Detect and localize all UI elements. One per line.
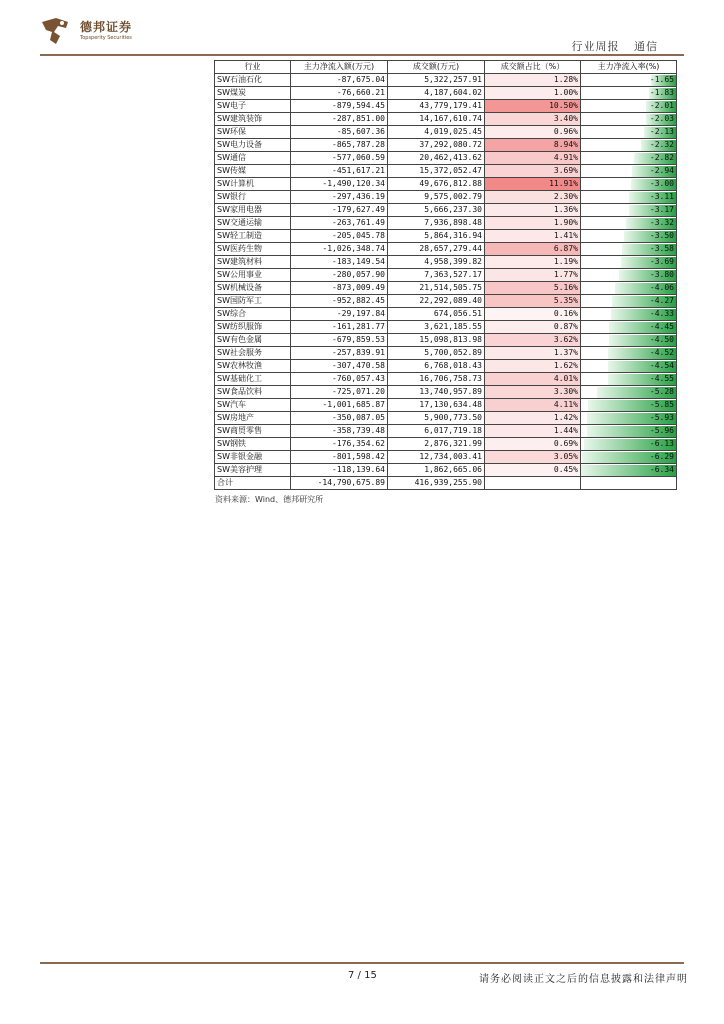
rate-value: -6.13 (649, 439, 674, 448)
net-inflow-cell: -873,009.49 (291, 282, 388, 295)
table-row (215, 243, 677, 256)
rate-cell (581, 386, 677, 399)
net-inflow-cell: -263,761.49 (291, 217, 388, 230)
share-cell: 1.41% (485, 230, 581, 243)
turnover-cell: 5,864,316.94 (388, 230, 485, 243)
industry-cell: SW轻工制造 (215, 230, 291, 243)
net-inflow-cell: -1,026,348.74 (291, 243, 388, 256)
turnover-cell: 3,621,185.55 (388, 321, 485, 334)
net-inflow-cell: -307,470.58 (291, 360, 388, 373)
industry-cell: SW计算机 (215, 178, 291, 191)
table-row (215, 334, 677, 347)
industry-cell: SW石油石化 (215, 74, 291, 87)
share-cell: 1.90% (485, 217, 581, 230)
table-row (215, 100, 677, 113)
industry-cell: SW医药生物 (215, 243, 291, 256)
share-cell: 1.00% (485, 87, 581, 100)
turnover-cell: 15,372,052.47 (388, 165, 485, 178)
total-share (485, 477, 581, 490)
rate-cell (581, 438, 677, 451)
rate-value: -2.13 (649, 127, 674, 136)
net-inflow-cell: -725,071.20 (291, 386, 388, 399)
net-inflow-cell: -161,281.77 (291, 321, 388, 334)
share-cell: 1.28% (485, 74, 581, 87)
net-inflow-cell: -1,001,685.87 (291, 399, 388, 412)
rate-cell (581, 113, 677, 126)
industry-cell: SW综合 (215, 308, 291, 321)
turnover-cell: 49,676,812.88 (388, 178, 485, 191)
net-inflow-cell: -679,859.53 (291, 334, 388, 347)
industry-cell: SW食品饮料 (215, 386, 291, 399)
turnover-cell: 6,017,719.18 (388, 425, 485, 438)
rate-value: -4.27 (649, 296, 674, 305)
table-row (215, 74, 677, 87)
turnover-cell: 13,740,957.89 (388, 386, 485, 399)
table-body (215, 74, 677, 477)
rate-value: -4.33 (649, 309, 674, 318)
rate-cell (581, 230, 677, 243)
company-name: 德邦证券 (80, 20, 133, 34)
report-sector: 通信 (634, 40, 658, 53)
net-inflow-cell: -350,087.05 (291, 412, 388, 425)
turnover-cell: 20,462,413.62 (388, 152, 485, 165)
industry-cell: SW机械设备 (215, 282, 291, 295)
rate-cell (581, 269, 677, 282)
industry-cell: SW汽车 (215, 399, 291, 412)
rate-value: -4.50 (649, 335, 674, 344)
footer-disclaimer: 请务必阅读正文之后的信息披露和法律声明 (479, 974, 688, 985)
rate-cell (581, 243, 677, 256)
table-row (215, 256, 677, 269)
net-inflow-cell: -183,149.54 (291, 256, 388, 269)
rate-cell (581, 165, 677, 178)
rate-value: -2.03 (649, 114, 674, 123)
table-row (215, 269, 677, 282)
turnover-cell: 14,167,610.74 (388, 113, 485, 126)
rate-value: -6.34 (649, 465, 674, 474)
table-header-row (215, 61, 677, 74)
table-row (215, 178, 677, 191)
rate-cell (581, 412, 677, 425)
net-inflow-cell: -76,660.21 (291, 87, 388, 100)
rate-cell (581, 74, 677, 87)
industry-cell: SW非银金融 (215, 451, 291, 464)
rate-cell (581, 100, 677, 113)
net-inflow-cell: -85,607.36 (291, 126, 388, 139)
net-inflow-cell: -358,739.48 (291, 425, 388, 438)
column-header-industry: 行业 (215, 61, 291, 74)
share-cell: 10.50% (485, 100, 581, 113)
rate-value: -4.55 (649, 374, 674, 383)
share-cell: 1.42% (485, 412, 581, 425)
share-cell: 1.77% (485, 269, 581, 282)
share-cell: 0.45% (485, 464, 581, 477)
table-row (215, 191, 677, 204)
net-inflow-cell: -257,839.91 (291, 347, 388, 360)
rate-cell (581, 399, 677, 412)
share-cell: 0.87% (485, 321, 581, 334)
rate-value: -2.32 (649, 140, 674, 149)
turnover-cell: 17,130,634.48 (388, 399, 485, 412)
rate-cell (581, 191, 677, 204)
table-row (215, 425, 677, 438)
net-inflow-cell: -176,354.62 (291, 438, 388, 451)
table-row (215, 152, 677, 165)
industry-cell: SW传媒 (215, 165, 291, 178)
table-row (215, 139, 677, 152)
rate-value: -3.00 (649, 179, 674, 188)
rate-value: -3.50 (649, 231, 674, 240)
share-cell: 3.62% (485, 334, 581, 347)
rate-cell (581, 217, 677, 230)
share-cell: 0.96% (485, 126, 581, 139)
turnover-cell: 37,292,080.72 (388, 139, 485, 152)
total-rate (581, 477, 677, 490)
rate-cell (581, 451, 677, 464)
rate-value: -4.06 (649, 283, 674, 292)
turnover-cell: 1,862,665.06 (388, 464, 485, 477)
rate-value: -3.17 (649, 205, 674, 214)
net-inflow-cell: -287,851.00 (291, 113, 388, 126)
rate-cell (581, 334, 677, 347)
table-row (215, 217, 677, 230)
rate-value: -3.80 (649, 270, 674, 279)
turnover-cell: 6,768,018.43 (388, 360, 485, 373)
share-cell: 4.91% (485, 152, 581, 165)
net-inflow-cell: -451,617.21 (291, 165, 388, 178)
rate-cell (581, 178, 677, 191)
industry-cell: SW公用事业 (215, 269, 291, 282)
turnover-cell: 5,900,773.50 (388, 412, 485, 425)
share-cell: 2.30% (485, 191, 581, 204)
net-inflow-cell: -1,490,120.34 (291, 178, 388, 191)
rate-cell (581, 87, 677, 100)
industry-cell: SW基础化工 (215, 373, 291, 386)
turnover-cell: 7,363,527.17 (388, 269, 485, 282)
rate-cell (581, 282, 677, 295)
rate-value: -3.69 (649, 257, 674, 266)
industry-cell: SW有色金属 (215, 334, 291, 347)
turnover-cell: 4,187,604.02 (388, 87, 485, 100)
rate-value: -2.01 (649, 101, 674, 110)
net-inflow-cell: -118,139.64 (291, 464, 388, 477)
page-number: 7 / 15 (348, 970, 377, 981)
turnover-cell: 28,657,279.44 (388, 243, 485, 256)
rate-cell (581, 464, 677, 477)
rate-value: -3.58 (649, 244, 674, 253)
company-logo-icon (38, 14, 72, 48)
footer-divider (40, 962, 684, 964)
table-row (215, 204, 677, 217)
table-row (215, 373, 677, 386)
turnover-cell: 12,734,003.41 (388, 451, 485, 464)
turnover-cell: 7,936,898.48 (388, 217, 485, 230)
table-row (215, 412, 677, 425)
net-inflow-cell: -297,436.19 (291, 191, 388, 204)
share-cell: 1.36% (485, 204, 581, 217)
industry-cell: SW家用电器 (215, 204, 291, 217)
share-cell: 8.94% (485, 139, 581, 152)
net-inflow-cell: -29,197.84 (291, 308, 388, 321)
industry-cell: SW美容护理 (215, 464, 291, 477)
company-logo (38, 14, 188, 50)
table-row (215, 386, 677, 399)
table-row (215, 321, 677, 334)
rate-cell (581, 425, 677, 438)
turnover-cell: 22,292,089.40 (388, 295, 485, 308)
header-divider (40, 54, 684, 56)
industry-cell: SW电子 (215, 100, 291, 113)
table-row (215, 87, 677, 100)
share-cell: 5.16% (485, 282, 581, 295)
rate-cell (581, 256, 677, 269)
industry-cell: SW农林牧渔 (215, 360, 291, 373)
share-cell: 0.69% (485, 438, 581, 451)
total-net-inflow: -14,790,675.89 (291, 477, 388, 490)
rate-value: -4.54 (649, 361, 674, 370)
industry-cell: SW商贸零售 (215, 425, 291, 438)
share-cell: 11.91% (485, 178, 581, 191)
share-cell: 1.62% (485, 360, 581, 373)
share-cell: 0.16% (485, 308, 581, 321)
rate-value: -5.93 (649, 413, 674, 422)
net-inflow-cell: -879,594.45 (291, 100, 388, 113)
table-row (215, 113, 677, 126)
share-cell: 3.05% (485, 451, 581, 464)
table-row (215, 165, 677, 178)
share-cell: 1.37% (485, 347, 581, 360)
industry-cell: SW钢铁 (215, 438, 291, 451)
rate-value: -2.94 (649, 166, 674, 175)
rate-value: -2.82 (649, 153, 674, 162)
share-cell: 6.87% (485, 243, 581, 256)
rate-value: -5.96 (649, 426, 674, 435)
industry-cell: SW煤炭 (215, 87, 291, 100)
rate-cell (581, 139, 677, 152)
report-header (572, 38, 659, 54)
column-header-rate: 主力净流入率(%) (581, 61, 677, 74)
net-inflow-cell: -179,627.49 (291, 204, 388, 217)
table-row (215, 360, 677, 373)
industry-cell: SW国防军工 (215, 295, 291, 308)
rate-value: -5.85 (649, 400, 674, 409)
table-row (215, 451, 677, 464)
rate-cell (581, 373, 677, 386)
industry-cell: SW纺织服饰 (215, 321, 291, 334)
total-label: 合计 (215, 477, 291, 490)
net-inflow-cell: -205,045.78 (291, 230, 388, 243)
column-header-share: 成交额占比（%） (485, 61, 581, 74)
share-cell: 1.44% (485, 425, 581, 438)
table-row (215, 282, 677, 295)
rate-value: -4.45 (649, 322, 674, 331)
net-inflow-cell: -760,057.43 (291, 373, 388, 386)
rate-value: -6.29 (649, 452, 674, 461)
rate-cell (581, 204, 677, 217)
turnover-cell: 5,666,237.30 (388, 204, 485, 217)
table-row (215, 347, 677, 360)
table-row (215, 126, 677, 139)
turnover-cell: 9,575,002.79 (388, 191, 485, 204)
industry-cell: SW建筑装饰 (215, 113, 291, 126)
rate-value: -5.28 (649, 387, 674, 396)
rate-value: -4.52 (649, 348, 674, 357)
net-inflow-cell: -865,787.28 (291, 139, 388, 152)
share-cell: 1.19% (485, 256, 581, 269)
industry-cell: SW电力设备 (215, 139, 291, 152)
industry-cell: SW通信 (215, 152, 291, 165)
share-cell: 3.30% (485, 386, 581, 399)
column-header-turnover: 成交额(万元) (388, 61, 485, 74)
turnover-cell: 16,706,758.73 (388, 373, 485, 386)
share-cell: 4.11% (485, 399, 581, 412)
share-cell: 4.01% (485, 373, 581, 386)
table-row (215, 438, 677, 451)
table-row (215, 230, 677, 243)
total-turnover: 416,939,255.90 (388, 477, 485, 490)
share-cell: 3.40% (485, 113, 581, 126)
rate-cell (581, 126, 677, 139)
turnover-cell: 4,019,025.45 (388, 126, 485, 139)
report-type: 行业周报 (571, 40, 620, 53)
turnover-cell: 5,322,257.91 (388, 74, 485, 87)
share-cell: 3.69% (485, 165, 581, 178)
net-inflow-cell: -577,060.59 (291, 152, 388, 165)
table-row (215, 399, 677, 412)
turnover-cell: 43,779,179.41 (388, 100, 485, 113)
rate-cell (581, 360, 677, 373)
table-row (215, 295, 677, 308)
rate-cell (581, 308, 677, 321)
net-inflow-cell: -952,882.45 (291, 295, 388, 308)
column-header-net-inflow: 主力净流入额(万元) (291, 61, 388, 74)
rate-cell (581, 321, 677, 334)
share-cell: 5.35% (485, 295, 581, 308)
fund-flow-table (214, 60, 677, 490)
rate-value: -1.65 (649, 75, 674, 84)
table-source: 资料来源：Wind、德邦研究所 (215, 495, 324, 504)
rate-value: -1.83 (649, 88, 674, 97)
net-inflow-cell: -280,057.90 (291, 269, 388, 282)
turnover-cell: 15,098,813.98 (388, 334, 485, 347)
company-subtitle: Topsperity Securities (80, 35, 132, 41)
turnover-cell: 5,700,052.89 (388, 347, 485, 360)
turnover-cell: 21,514,505.75 (388, 282, 485, 295)
industry-cell: SW房地产 (215, 412, 291, 425)
rate-cell (581, 295, 677, 308)
industry-cell: SW建筑材料 (215, 256, 291, 269)
rate-value: -3.11 (649, 192, 674, 201)
table-total-row (215, 477, 677, 490)
rate-value: -3.32 (649, 218, 674, 227)
industry-cell: SW社会服务 (215, 347, 291, 360)
turnover-cell: 2,876,321.99 (388, 438, 485, 451)
turnover-cell: 674,056.51 (388, 308, 485, 321)
table-row (215, 308, 677, 321)
net-inflow-cell: -87,675.04 (291, 74, 388, 87)
rate-cell (581, 152, 677, 165)
turnover-cell: 4,958,399.82 (388, 256, 485, 269)
table-row (215, 464, 677, 477)
industry-cell: SW环保 (215, 126, 291, 139)
industry-cell: SW银行 (215, 191, 291, 204)
industry-cell: SW交通运输 (215, 217, 291, 230)
rate-cell (581, 347, 677, 360)
net-inflow-cell: -801,598.42 (291, 451, 388, 464)
